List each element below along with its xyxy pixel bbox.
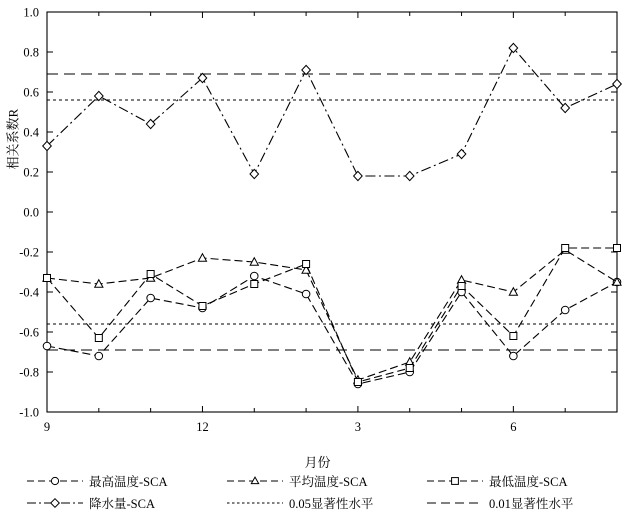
legend-art-dotted-line: [226, 496, 284, 510]
series-circle: [43, 272, 621, 388]
data-point: [458, 283, 465, 290]
data-point: [510, 333, 517, 340]
plot-frame: [47, 12, 617, 412]
data-point: [43, 342, 51, 350]
y-tick-label: -0.6: [19, 325, 39, 340]
data-point: [406, 365, 413, 372]
legend-label: 降水量-SCA: [89, 497, 155, 511]
y-axis-ticks: [19, 6, 617, 420]
chart-legend: [26, 472, 626, 516]
x-axis-label: 月份: [304, 455, 331, 470]
data-point: [250, 169, 259, 178]
legend-art-square-dashed: [426, 474, 484, 488]
y-tick-label: 1.0: [23, 5, 39, 20]
data-point: [302, 290, 310, 298]
legend-item-mean-temp: [226, 472, 426, 490]
y-axis-label: 相关系数R: [5, 108, 21, 170]
y-tick-label: -0.2: [19, 245, 39, 260]
y-tick-label: -1.0: [19, 405, 39, 420]
y-tick-label: 0.4: [23, 125, 39, 140]
series-diamond: [43, 43, 622, 180]
legend-item-max-temp: [26, 472, 226, 490]
y-tick-label: -0.8: [19, 365, 39, 380]
data-point: [509, 288, 517, 296]
data-point: [614, 245, 621, 252]
data-point: [457, 149, 466, 158]
data-point: [613, 79, 622, 88]
data-point: [199, 303, 206, 310]
legend-art-dashed-line: [426, 496, 484, 510]
data-point: [95, 352, 103, 360]
data-point: [95, 91, 104, 100]
data-point: [198, 254, 206, 262]
data-point: [405, 171, 414, 180]
data-point: [354, 171, 363, 180]
legend-label: 0.01显著性水平: [489, 497, 574, 511]
data-point: [250, 272, 258, 280]
reference-lines: [47, 74, 617, 350]
data-point: [147, 294, 155, 302]
legend-art-triangle-dashed: [226, 474, 284, 488]
legend-art-circle-dashed: [26, 474, 84, 488]
series-triangle: [43, 246, 621, 384]
series-square: [44, 245, 621, 386]
y-tick-label: 0.8: [23, 45, 39, 60]
legend-label: 0.05显著性水平: [289, 497, 374, 511]
x-tick-label: 12: [196, 420, 209, 434]
y-tick-label: 0.0: [23, 205, 39, 220]
x-tick-label: 9: [43, 420, 51, 434]
data-point: [147, 271, 154, 278]
data-series: [43, 43, 622, 387]
data-point: [44, 275, 51, 282]
legend-label: 最高温度-SCA: [89, 475, 168, 489]
data-point: [562, 245, 569, 252]
legend-art-diamond-dashdot: [26, 496, 84, 510]
data-point: [251, 281, 258, 288]
legend-label: 最低温度-SCA: [489, 475, 568, 489]
y-tick-label: -0.4: [19, 285, 39, 300]
legend-label: 平均温度-SCA: [289, 475, 368, 489]
x-axis-ticks: [44, 12, 617, 434]
data-point: [354, 379, 361, 386]
y-tick-label: 0.6: [23, 85, 39, 100]
data-point: [303, 261, 310, 268]
data-point: [95, 335, 102, 342]
y-tick-label: 0.2: [23, 165, 39, 180]
legend-item-min-temp: [426, 472, 626, 490]
data-point: [302, 65, 311, 74]
x-tick-label: 6: [510, 420, 517, 434]
legend-row-1: [26, 472, 626, 490]
data-point: [510, 352, 518, 360]
data-point: [561, 306, 569, 314]
x-tick-label: 3: [354, 420, 362, 434]
